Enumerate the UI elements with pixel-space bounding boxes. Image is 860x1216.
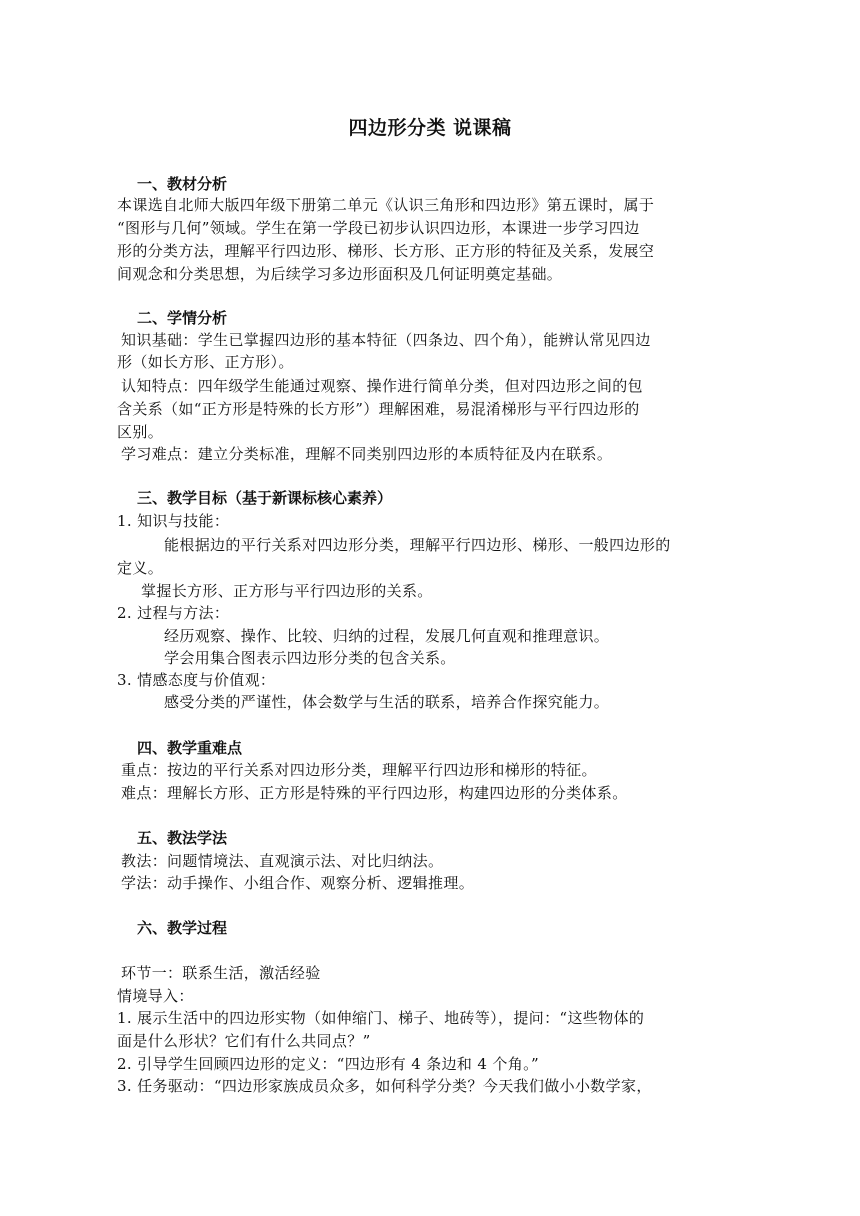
paragraph-line: 感受分类的严谨性，体会数学与生活的联系，培养合作探究能力。 — [164, 693, 610, 711]
paragraph-line: 能根据边的平行关系对四边形分类，理解平行四边形、梯形、一般四边形的 — [164, 536, 671, 554]
paragraph-line: 重点：按边的平行关系对四边形分类，理解平行四边形和梯形的特征。 — [121, 761, 597, 779]
paragraph-line: 环节一：联系生活，激活经验 — [121, 964, 321, 982]
paragraph-line: 含关系（如“正方形是特殊的长方形”）理解困难，易混淆梯形与平行四边形的 — [117, 400, 640, 418]
list-item: 3. 情感态度与价值观： — [117, 671, 276, 689]
section-heading: 二、学情分析 — [137, 309, 228, 327]
document-title: 四边形分类 说课稿 — [348, 117, 512, 139]
paragraph-line: 情境导入： — [117, 987, 194, 1005]
section-heading: 三、教学目标（基于新课标核心素养） — [137, 489, 393, 507]
paragraph-line: 本课选自北师大版四年级下册第二单元《认识三角形和四边形》第五课时，属于 — [117, 196, 655, 214]
paragraph-line: 认知特点：四年级学生能通过观察、操作进行简单分类，但对四边形之间的包 — [121, 377, 643, 395]
paragraph-line: 形的分类方法，理解平行四边形、梯形、长方形、正方形的特征及关系，发展空 — [117, 242, 655, 260]
list-item: 2. 引导学生回顾四边形的定义：“四边形有 4 条边和 4 个角。” — [117, 1055, 539, 1073]
paragraph-line: 区别。 — [117, 423, 164, 441]
section-heading: 四、教学重难点 — [137, 739, 243, 757]
paragraph-line: 学会用集合图表示四边形分类的包含关系。 — [164, 649, 456, 667]
paragraph-line: 面是什么形状？它们有什么共同点？” — [117, 1032, 371, 1050]
list-item: 3. 任务驱动：“四边形家族成员众多，如何科学分类？今天我们做小小数学家， — [117, 1077, 652, 1095]
paragraph-line: 难点：理解长方形、正方形是特殊的平行四边形，构建四边形的分类体系。 — [121, 784, 628, 802]
section-heading: 一、教材分析 — [137, 175, 228, 193]
list-item: 1. 展示生活中的四边形实物（如伸缩门、梯子、地砖等），提问：“这些物体的 — [117, 1009, 645, 1027]
list-item: 2. 过程与方法： — [117, 604, 230, 622]
paragraph-line: 定义。 — [117, 559, 164, 577]
paragraph-line: 知识基础：学生已掌握四边形的基本特征（四条边、四个角），能辨认常见四边 — [121, 331, 651, 349]
paragraph-line: “图形与几何”领域。学生在第一学段已初步认识四边形，本课进一步学习四边 — [117, 219, 640, 237]
paragraph-line: 学法：动手操作、小组合作、观察分析、逻辑推理。 — [121, 874, 475, 892]
paragraph-line: 形（如长方形、正方形）。 — [117, 353, 294, 371]
paragraph-line: 间观念和分类思想，为后续学习多边形面积及几何证明奠定基础。 — [117, 265, 563, 283]
paragraph-line: 学习难点：建立分类标准，理解不同类别四边形的本质特征及内在联系。 — [121, 445, 613, 463]
paragraph-line: 掌握长方形、正方形与平行四边形的关系。 — [141, 582, 433, 600]
list-item: 1. 知识与技能： — [117, 512, 230, 530]
paragraph-line: 经历观察、操作、比较、归纳的过程，发展几何直观和推理意识。 — [164, 627, 610, 645]
paragraph-line: 教法：问题情境法、直观演示法、对比归纳法。 — [121, 852, 444, 870]
section-heading: 六、教学过程 — [137, 919, 228, 937]
section-heading: 五、教法学法 — [137, 829, 228, 847]
